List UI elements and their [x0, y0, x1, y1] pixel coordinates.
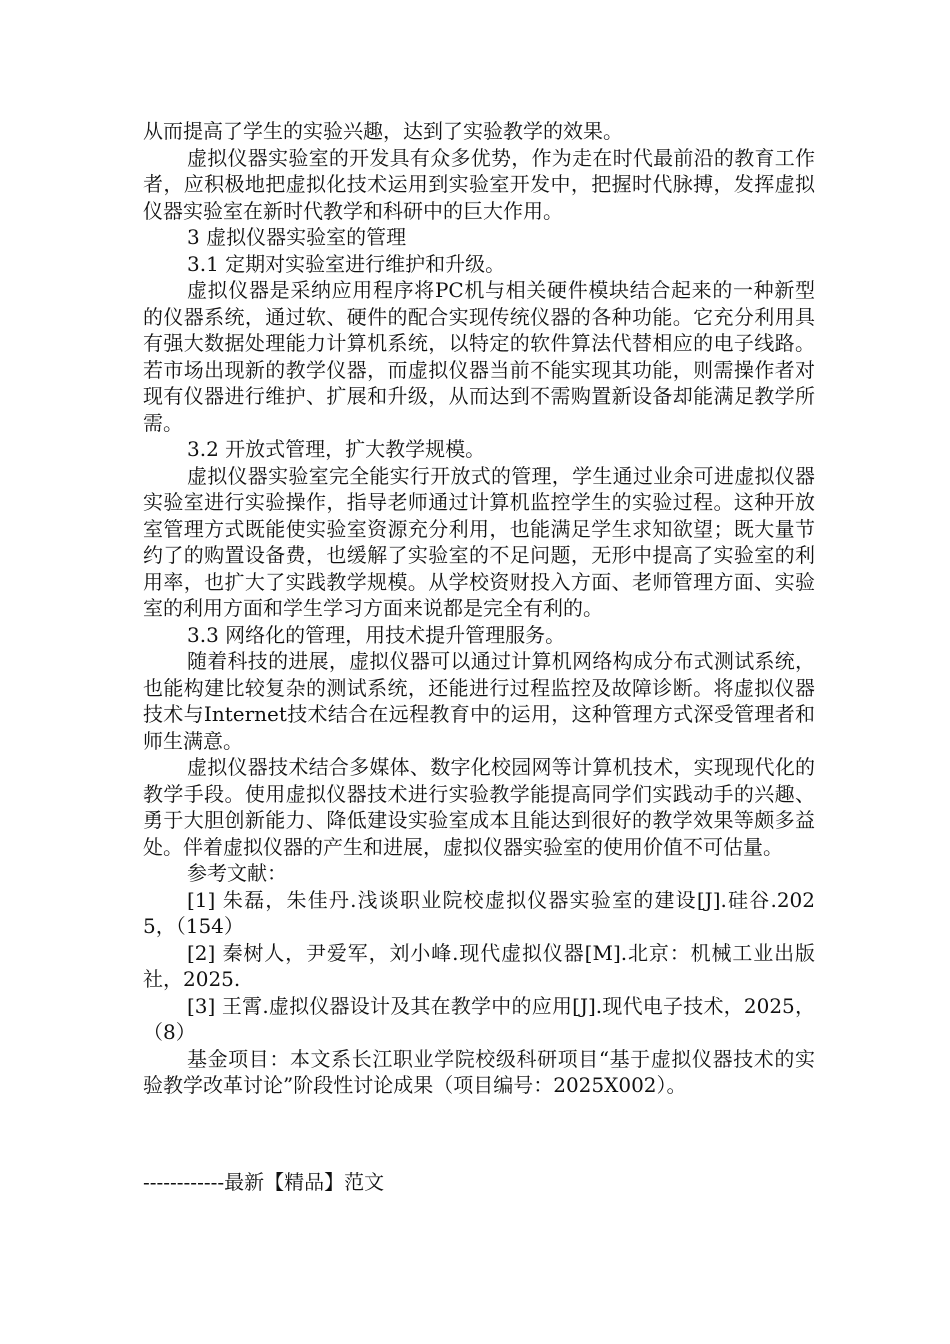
paragraph-continuation: 从而提高了学生的实验兴趣，达到了实验教学的效果。	[143, 119, 623, 143]
paragraph-maintenance: 虚拟仪器是采纳应用程序将PC机与相关硬件模块结合起来的一种新型的仪器系统，通过软、硬件的配合实现传统仪器的各种功能。它充分利用具有强大数据处理能力计算机系统，以特定的软件算法代替相应的电子线路。若市场出现新的教学仪器，而虚拟仪器当前不能实现其功能，则需操作者对现有仪器进行维护、扩展和升级，从而达到不需购置新设备却能满足教学所需。	[143, 278, 815, 435]
reference-item-1: [1] 朱磊，朱佳丹.浅谈职业院校虚拟仪器实验室的建设[J].硅谷.2025，（154）	[143, 887, 815, 938]
section-heading-3: 3 虚拟仪器实验室的管理	[187, 225, 407, 249]
document-body	[143, 118, 815, 1099]
subsection-heading-3-3: 3.3 网络化的管理，用技术提升管理服务。	[187, 622, 566, 647]
subsection-heading-3-1: 3.1 定期对实验室进行维护和升级。	[187, 251, 506, 276]
reference-item-2: [2] 秦树人，尹爱军，刘小峰.现代虚拟仪器[M].北京：机械工业出版社，2025.	[143, 940, 815, 991]
fund-note: 基金项目：本文系长江职业学院校级科研项目“基于虚拟仪器技术的实验教学改革讨论”阶段性讨论成果（项目编号：2025X002）。	[143, 1046, 815, 1097]
paragraph-advantages: 虚拟仪器实验室的开发具有众多优势，作为走在时代最前沿的教育工作者，应积极地把虚拟化技术运用到实验室开发中，把握时代脉搏，发挥虚拟仪器实验室在新时代教学和科研中的巨大作用。	[143, 145, 815, 223]
reference-item-3: [3] 王霄.虚拟仪器设计及其在教学中的应用[J].现代电子技术，2025，（8）	[143, 993, 815, 1044]
footer-tagline: ------------最新【精品】范文	[143, 1170, 385, 1194]
references-heading: 参考文献：	[187, 861, 287, 885]
paragraph-network-management: 随着科技的进展，虚拟仪器可以通过计算机网络构成分布式测试系统，也能构建比较复杂的测试系统，还能进行过程监控及故障诊断。将虚拟仪器技术与Internet技术结合在远程教育中的运用，这种管理方式深受管理者和师生满意。	[143, 649, 815, 753]
paragraph-multimedia: 虚拟仪器技术结合多媒体、数字化校园网等计算机技术，实现现代化的教学手段。使用虚拟仪器技术进行实验教学能提高同学们实践动手的兴趣、勇于大胆创新能力、降低建设实验室成本且能达到很好的教学效果等颇多益处。伴着虚拟仪器的产生和进展，虚拟仪器实验室的使用价值不可估量。	[143, 755, 815, 859]
subsection-heading-3-2: 3.2 开放式管理，扩大教学规模。	[187, 437, 486, 461]
paragraph-open-management: 虚拟仪器实验室完全能实行开放式的管理，学生通过业余可进虚拟仪器实验室进行实验操作，指导老师通过计算机监控学生的实验过程。这种开放室管理方式既能使实验室资源充分利用，也能满足学生求知欲望；既大量节约了的购置设备费，也缓解了实验室的不足问题，无形中提高了实验室的利用率，也扩大了实践教学规模。从学校资财投入方面、老师管理方面、实验室的利用方面和学生学习方面来说都是完全有利的。	[143, 463, 815, 620]
